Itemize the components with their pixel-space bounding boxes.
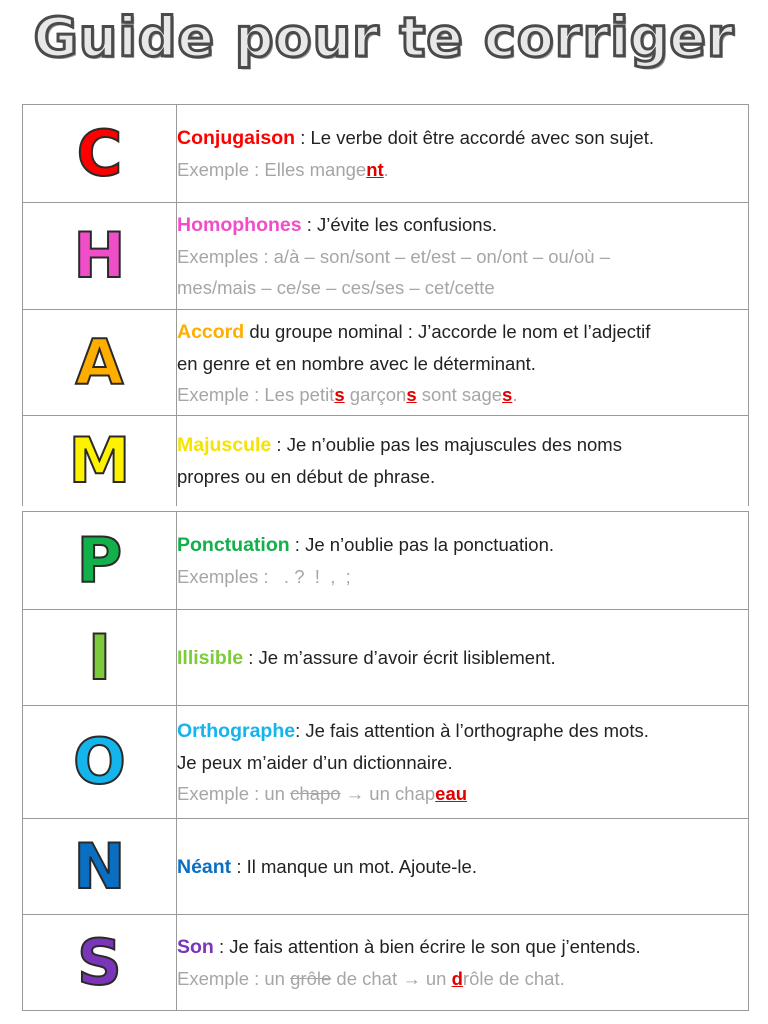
highlight: s	[334, 383, 345, 405]
example-text: .	[383, 159, 389, 180]
text-cell	[177, 310, 749, 416]
example	[177, 963, 748, 994]
description: Je peux m’aider d’un dictionnaire.	[177, 752, 453, 773]
description	[177, 529, 748, 561]
description-text: : Je fais attention à bien écrire le son que j’entends.	[213, 936, 641, 957]
keyword-conjugaison: Conjugaison	[177, 127, 296, 149]
letter-cell	[23, 512, 177, 610]
description-text: : Je n’oublie pas les majuscules des noms	[271, 434, 622, 456]
text-cell	[177, 512, 749, 610]
example-text: rôle de chat.	[462, 968, 565, 989]
letter-cell	[23, 610, 177, 706]
example-text: → un chap	[340, 783, 436, 804]
example-text: Exemple : Elles mange	[177, 159, 367, 180]
keyword-orthographe: Orthographe	[177, 720, 296, 742]
letter-c: C	[76, 116, 123, 190]
description-text: : Je n’oublie pas la ponctuation.	[289, 534, 554, 555]
description-text: : Le verbe doit être accordé avec son sujet.	[295, 127, 654, 148]
keyword-ponctuation: Ponctuation	[177, 534, 290, 556]
letter-cell	[23, 819, 177, 915]
letter-o: O	[73, 725, 126, 798]
row-illisible	[23, 610, 749, 706]
text-cell	[177, 915, 749, 1011]
text-cell	[177, 819, 749, 915]
description-text: : Il manque un mot. Ajoute-le.	[231, 855, 477, 877]
letter-i: I	[87, 620, 112, 694]
letter-cell	[23, 915, 177, 1011]
correction-table-part1	[22, 104, 749, 506]
row-orthographe	[23, 706, 749, 819]
letter-cell	[23, 105, 177, 203]
letter-cell	[23, 416, 177, 506]
letter-cell	[23, 203, 177, 310]
letter-s: S	[77, 925, 122, 999]
text-cell	[177, 706, 749, 819]
description	[177, 642, 748, 674]
strikethrough-word: grôle	[290, 968, 332, 989]
example: Exemples : . ? ! , ;	[177, 566, 351, 587]
example-text: Exemple : Les petit	[177, 383, 335, 405]
text-cell	[177, 203, 749, 310]
description	[177, 316, 748, 348]
letter-n: N	[73, 829, 126, 903]
example-text: sont sage	[416, 383, 503, 405]
row-accord	[23, 310, 749, 416]
example	[177, 778, 748, 809]
letter-cell	[23, 706, 177, 819]
description	[177, 122, 748, 154]
row-conjugaison	[23, 105, 749, 203]
highlight: eau	[435, 783, 468, 804]
example	[177, 154, 748, 185]
example-text: garçon	[344, 383, 407, 405]
description: en genre et en nombre avec le déterminant.	[177, 352, 536, 374]
description	[177, 209, 748, 241]
text-cell	[177, 416, 749, 506]
highlight: s	[502, 383, 513, 405]
example-text: Exemple : un	[177, 968, 291, 989]
correction-table-part2	[22, 511, 749, 1011]
keyword-neant: Néant	[177, 855, 232, 878]
keyword-son: Son	[177, 936, 214, 958]
keyword-accord: Accord	[177, 320, 245, 343]
description	[177, 851, 748, 883]
example-text: de chat → un	[331, 968, 452, 989]
highlight: d	[451, 968, 463, 989]
text-cell	[177, 105, 749, 203]
description-text: du groupe nominal : J’accorde le nom et l’adjectif	[244, 320, 651, 342]
example: mes/mais – ce/se – ces/ses – cet/cette	[177, 277, 495, 298]
keyword-majuscule: Majuscule	[177, 434, 272, 457]
letter-m: M	[68, 423, 131, 497]
row-ponctuation	[23, 512, 749, 610]
row-majuscule	[23, 416, 749, 506]
strikethrough-word: chapo	[290, 783, 341, 804]
description	[177, 429, 748, 461]
keyword-illisible: Illisible	[177, 646, 244, 669]
example-text: Exemple : un	[177, 783, 291, 804]
row-homophones	[23, 203, 749, 310]
letter-a: A	[75, 325, 124, 399]
description-text: : Je fais attention à l’orthographe des mots.	[295, 720, 649, 741]
letter-cell	[23, 310, 177, 416]
example-text: .	[512, 383, 518, 405]
description	[177, 931, 748, 963]
description-text: : J’évite les confusions.	[301, 214, 497, 235]
highlight: s	[406, 383, 417, 405]
letter-p: P	[76, 523, 123, 597]
text-cell	[177, 610, 749, 706]
description-text: : Je m’assure d’avoir écrit lisiblement.	[243, 646, 556, 668]
description: propres ou en début de phrase.	[177, 466, 436, 488]
row-son	[23, 915, 749, 1011]
letter-h: H	[73, 219, 126, 292]
description	[177, 715, 748, 747]
example: Exemples : a/à – son/sont – et/est – on/ont – ou/où –	[177, 246, 610, 267]
highlight: nt	[366, 159, 384, 180]
row-neant	[23, 819, 749, 915]
page-title: Guide pour te corriger	[33, 6, 735, 69]
example	[177, 379, 748, 410]
keyword-homophones: Homophones	[177, 214, 302, 236]
